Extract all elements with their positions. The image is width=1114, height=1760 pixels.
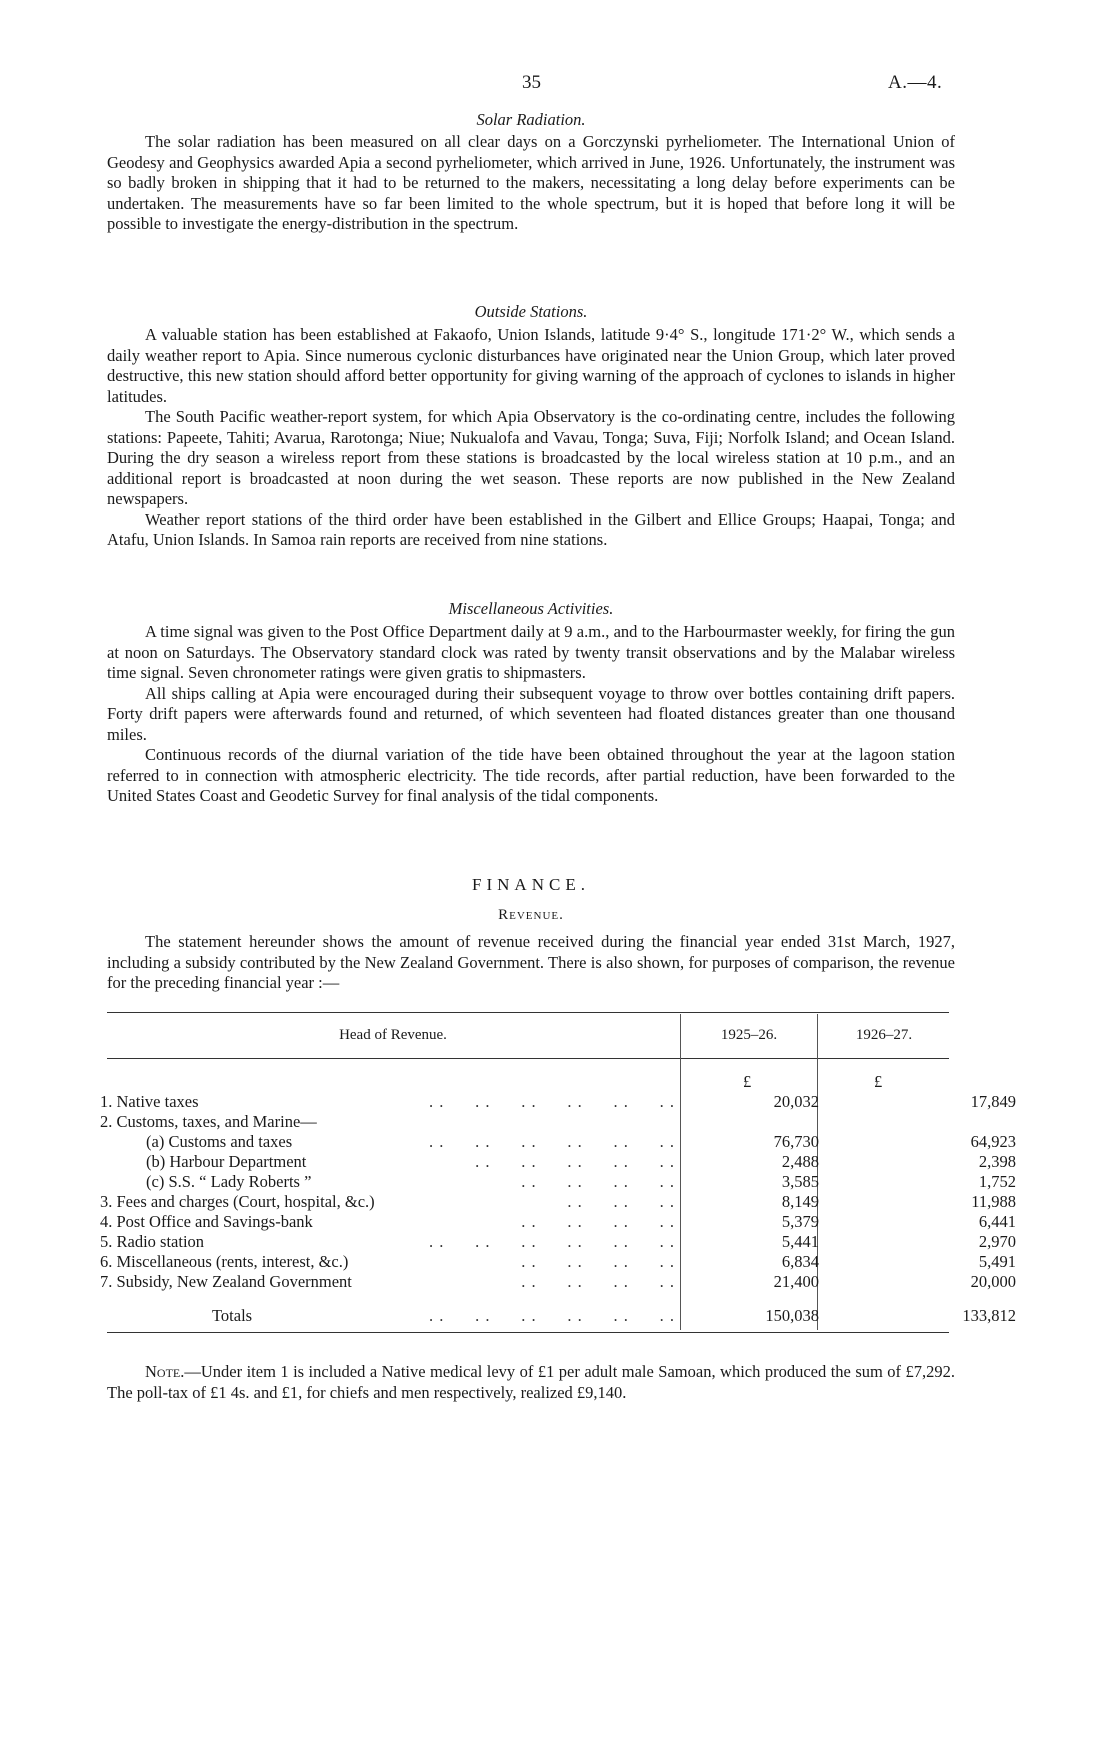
misc-activities-heading: Miscellaneous Activities. [448, 599, 614, 618]
finance-heading: FINANCE. [472, 875, 590, 894]
totals-value-1925: 150,038 [765, 1306, 819, 1325]
row-value-1925: 2,488 [781, 1152, 819, 1171]
table-row: . . . . . . . . (c) S.S. “ Lady Roberts ” 3,585 1,752 [146, 1172, 1016, 1191]
outside-paragraph-2: The South Pacific weather-report system, for which Apia Observatory is the co-ordinating centre, includes the following stations: Papeete, Tahiti; Avarua, Rarotonga; Niue; Nukualofa and Vavau, Tonga; Suva, Fiji; Norfolk Island; and Ocean Island. During the dry season a wireless report from these stations is broadcasted by the local wireless station at 10 p.m., and an additional report is broadcasted at noon during the wet season. These reports are now published in the New Zealand newspapers. [107, 407, 955, 508]
table-row: . . . . . . . . . . . . 1. Native taxes 20,032 17,849 [100, 1092, 1016, 1111]
row-value-1926: 2,970 [978, 1232, 1016, 1251]
row-value-1926: 17,849 [970, 1092, 1016, 1111]
page-number: 35 [522, 72, 541, 93]
row-label: (c) S.S. “ Lady Roberts ” [146, 1172, 317, 1192]
row-value-1925: 5,379 [781, 1212, 819, 1231]
document-reference: A.—4. [888, 72, 943, 93]
table-row: . . . . . . . . . . . . 5. Radio station 5,441 2,970 [100, 1232, 1016, 1251]
row-value-1926: 1,752 [978, 1172, 1016, 1191]
solar-paragraph: The solar radiation has been measured on all clear days on a Gorczynski pyrheliometer. The International Union of Geodesy and Geophysics awarded Apia a second pyrheliometer, which arrived in June, 1926. Unfortunately, the instrument was so badly broken in shipping that it had to be returned to the makers, necessitating a long delay before experiments can be undertaken. The measurements have so far been limited to the whole spectrum, but it is hoped that before long it will be possible to investigate the energy-distribution in the spectrum. [107, 132, 955, 233]
table-top-rule [107, 1012, 949, 1013]
row-value-1925: 6,834 [781, 1252, 819, 1271]
row-value-1926: 20,000 [970, 1272, 1016, 1291]
row-value-1926: 2,398 [978, 1152, 1016, 1171]
outside-paragraph-3: Weather report stations of the third order have been established in the Gilbert and Ellice Groups; Haapai, Tonga; and Atafu, Union Islands. In Samoa rain reports are received from nine stations. [107, 509, 955, 549]
totals-value-1926: 133,812 [962, 1306, 1016, 1325]
table-row: . . . . . . . . 6. Miscellaneous (rents, interest, &c.) 6,834 5,491 [100, 1252, 1016, 1271]
row-label: 7. Subsidy, New Zealand Government [100, 1272, 358, 1292]
revenue-heading: Revenue. [498, 907, 564, 923]
misc-paragraph-1: A time signal was given to the Post Office Department daily at 9 a.m., and to the Harbourmaster weekly, for firing the gun at noon on Saturdays. The Observatory standard clock was rated by twenty transit observations and by the Malabar wireless time signal. Seven chronometer ratings were given gratis to shipmasters. [107, 622, 955, 682]
revenue-note [107, 1362, 955, 1403]
table-row: . . . . . . . . . . (b) Harbour Department 2,488 2,398 [146, 1152, 1016, 1171]
note-text: —Under item 1 is included a Native medical levy of £1 per adult male Samoan, which produced the sum of £7,292. The poll-tax of £1 4s. and £1, for chiefs and men respectively, realized £9,140. [107, 1362, 955, 1402]
pound-unit-1926: £ [874, 1072, 883, 1091]
solar-radiation-section [107, 132, 955, 235]
table-bottom-rule [107, 1332, 949, 1333]
totals-row: . . . . . . . . . . . . Totals 150,038 133,812 [212, 1306, 1016, 1325]
col-head-1925: 1925–26. [720, 1027, 778, 1043]
table-row: . . . . . . . . 7. Subsidy, New Zealand Government 21,400 20,000 [100, 1272, 1016, 1291]
table-row: . . . . . . 3. Fees and charges (Court, hospital, &c.) 8,149 11,988 [100, 1192, 1016, 1211]
outside-stations-section [107, 325, 955, 551]
table-row: . . . . . . . . 4. Post Office and Savings-bank 5,379 6,441 [100, 1212, 1016, 1231]
outside-paragraph-1: A valuable station has been established at Fakaofo, Union Islands, latitude 9·4° S., longitude 171·2° W., which sends a daily weather report to Apia. Since numerous cyclonic disturbances have originated near the Union Group, which later proved destructive, this new station should afford better opportunity for giving warning of the approach of cyclones to islands in higher latitudes. [107, 325, 955, 406]
row-label: 4. Post Office and Savings-bank [100, 1212, 319, 1232]
row-label: 6. Miscellaneous (rents, interest, &c.) [100, 1252, 354, 1272]
misc-paragraph-2: All ships calling at Apia were encouraged during their subsequent voyage to throw over bottles containing drift papers. Forty drift papers were afterwards found and returned, of which seventeen had floated distances greater than one thousand miles. [107, 683, 955, 744]
outside-stations-heading: Outside Stations. [474, 302, 588, 321]
totals-label: Totals [212, 1306, 258, 1326]
row-value-1925: 8,149 [781, 1192, 819, 1211]
table-row: . . . . . . . . . . . . (a) Customs and taxes 76,730 64,923 [146, 1132, 1016, 1151]
row-value-1926: 64,923 [970, 1132, 1016, 1151]
table-row [100, 1112, 950, 1132]
row-value-1925: 76,730 [773, 1132, 819, 1151]
row-label: (b) Harbour Department [146, 1152, 312, 1172]
row-label: 5. Radio station [100, 1232, 210, 1252]
pound-unit-1925: £ [743, 1072, 752, 1091]
finance-intro [107, 932, 955, 994]
row-label: 3. Fees and charges (Court, hospital, &c.) [100, 1192, 381, 1212]
misc-paragraph-3: Continuous records of the diurnal variation of the tide have been obtained throughout the year at the lagoon station referred to in connection with atmospheric electricity. The tide records, after partial reduction, have been forwarded to the United States Coast and Geodetic Survey for final analysis of the tidal components. [107, 745, 955, 805]
row-value-1925: 21,400 [773, 1272, 819, 1291]
col-head-revenue: Head of Revenue. [339, 1027, 447, 1043]
row-value-1926: 5,491 [978, 1252, 1016, 1271]
row-value-1925: 5,441 [781, 1232, 819, 1251]
row-label: 1. Native taxes [100, 1092, 205, 1112]
row-value-1926: 11,988 [971, 1192, 1016, 1211]
row-label: (a) Customs and taxes [146, 1132, 298, 1152]
row-value-1926: 6,441 [978, 1212, 1016, 1231]
finance-intro-paragraph: The statement hereunder shows the amount of revenue received during the financial year ended 31st March, 1927, including a subsidy contributed by the New Zealand Government. There is also shown, for purposes of comparison, the revenue for the preceding financial year :— [107, 932, 955, 992]
row-value-1925: 20,032 [773, 1092, 819, 1111]
table-header-rule [107, 1058, 949, 1059]
solar-radiation-heading: Solar Radiation. [476, 110, 586, 129]
row-value-1925: 3,585 [781, 1172, 819, 1191]
note-lead: Note. [145, 1362, 185, 1381]
misc-activities-section [107, 622, 955, 807]
row-label: 2. Customs, taxes, and Marine— [100, 1112, 317, 1131]
col-head-1926: 1926–27. [855, 1027, 913, 1043]
